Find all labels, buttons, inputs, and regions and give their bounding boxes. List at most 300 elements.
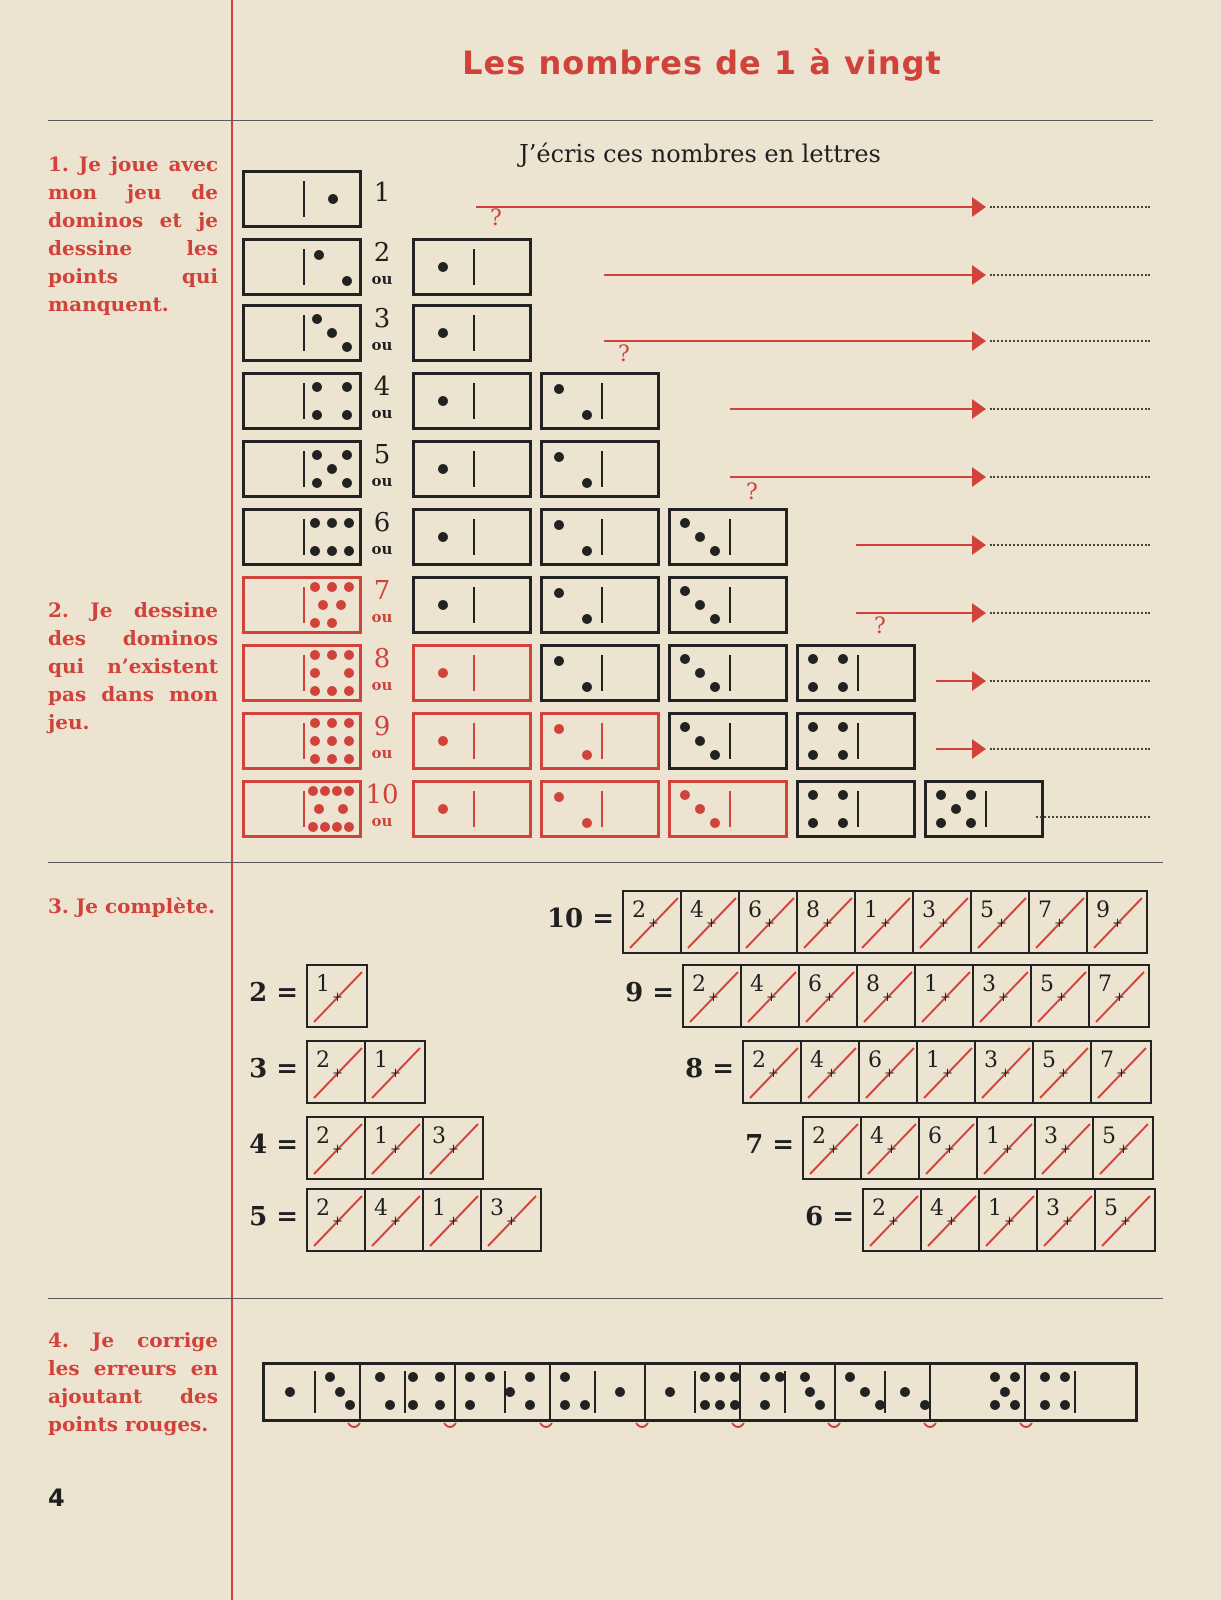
domino-divider [729, 655, 731, 691]
equation-cell[interactable] [744, 1042, 802, 1102]
cell-value: 1 [374, 1048, 388, 1073]
cell-value: 5 [1104, 1196, 1118, 1221]
domino-pip [344, 686, 354, 696]
equation-cell[interactable] [856, 892, 914, 952]
domino-pip [332, 822, 342, 832]
domino-pip [936, 790, 946, 800]
domino-pip [838, 790, 848, 800]
equation-cell[interactable] [978, 1118, 1036, 1178]
domino-2 [242, 238, 362, 296]
arrow-line [936, 680, 976, 682]
plus-sign: + [884, 1066, 895, 1081]
ou-label: ou [371, 676, 393, 694]
domino-divider [473, 791, 475, 827]
domino-8-alt-4 [796, 644, 916, 702]
answer-line[interactable] [990, 612, 1150, 614]
plus-sign: + [332, 1214, 343, 1229]
equation-cells [862, 1188, 1156, 1252]
equation-cell[interactable] [366, 1118, 424, 1178]
strip-correction-marks [340, 1420, 1120, 1434]
domino-divider [303, 655, 305, 691]
equation-cell[interactable] [308, 1190, 366, 1250]
domino-pip [328, 194, 338, 204]
cell-value: 5 [1042, 1048, 1056, 1073]
equation-cells [306, 1188, 542, 1252]
domino-divider [473, 519, 475, 555]
equation-cell[interactable] [624, 892, 682, 952]
answer-line[interactable] [990, 544, 1150, 546]
domino-pip [312, 410, 322, 420]
domino-pip [310, 686, 320, 696]
margin-rule [231, 0, 233, 1600]
domino-pip [695, 532, 705, 542]
domino-pip [808, 722, 818, 732]
domino-7-alt-1 [412, 576, 532, 634]
cell-value: 3 [432, 1124, 446, 1149]
equation-cell[interactable] [802, 1042, 860, 1102]
domino-pip [327, 582, 337, 592]
domino-10-alt-1 [412, 780, 532, 838]
plus-sign: + [826, 1066, 837, 1081]
domino-1 [242, 170, 362, 228]
domino-pip [308, 822, 318, 832]
equation-cell[interactable] [974, 966, 1032, 1026]
domino-4-alt-2 [540, 372, 660, 430]
cell-value: 1 [374, 1124, 388, 1149]
question-mark: ? [874, 614, 886, 639]
cell-value: 3 [490, 1196, 504, 1221]
cell-value: 5 [980, 898, 994, 923]
domino-2-alt-1 [412, 238, 532, 296]
cell-value: 1 [864, 898, 878, 923]
domino-10-alt-3 [668, 780, 788, 838]
question-mark: ? [618, 342, 630, 367]
equation-cell[interactable] [308, 966, 366, 1026]
equation-cell[interactable] [972, 892, 1030, 952]
plus-sign: + [332, 990, 343, 1005]
cell-value: 5 [1040, 972, 1054, 997]
cell-value: 7 [1098, 972, 1112, 997]
domino-pip [438, 262, 448, 272]
domino-pip [808, 682, 818, 692]
page-title: Les nombres de 1 à vingt [462, 44, 942, 82]
equation-cell[interactable] [922, 1190, 980, 1250]
arrow-line [604, 340, 976, 342]
plus-sign: + [1002, 1142, 1013, 1157]
equation-cell[interactable] [916, 966, 974, 1026]
domino-pip [318, 600, 328, 610]
domino-pip [582, 410, 592, 420]
domino-divider [473, 723, 475, 759]
plus-sign: + [942, 1066, 953, 1081]
plus-sign: + [946, 1214, 957, 1229]
plus-sign: + [1054, 916, 1065, 931]
cell-value: 2 [752, 1048, 766, 1073]
domino-10 [242, 780, 362, 838]
arrow-head-icon [972, 197, 986, 217]
arrow-head-icon [972, 265, 986, 285]
domino-pip [438, 396, 448, 406]
plus-sign: + [822, 916, 833, 931]
equation-cell[interactable] [918, 1042, 976, 1102]
cell-value: 2 [692, 972, 706, 997]
arrow-line [476, 206, 976, 208]
ou-label: ou [371, 336, 393, 354]
cell-value: 2 [872, 1196, 886, 1221]
equation-cell[interactable] [1094, 1118, 1152, 1178]
equation-label: 10 = [546, 904, 614, 934]
answer-line[interactable] [1036, 816, 1150, 818]
domino-divider [857, 791, 859, 827]
equation-cell[interactable] [684, 966, 742, 1026]
arrow-head-icon [972, 331, 986, 351]
domino-pip [342, 478, 352, 488]
domino-pip [680, 586, 690, 596]
equation-cell[interactable] [424, 1118, 482, 1178]
domino-pip [438, 532, 448, 542]
plus-sign: + [448, 1142, 459, 1157]
equation-cell[interactable] [858, 966, 916, 1026]
domino-divider [601, 383, 603, 419]
equation-cells [306, 1116, 484, 1180]
domino-pip [808, 654, 818, 664]
cell-value: 7 [1038, 898, 1052, 923]
cell-value: 2 [812, 1124, 826, 1149]
cell-value: 1 [432, 1196, 446, 1221]
domino-pip [338, 804, 348, 814]
domino-8-alt-3 [668, 644, 788, 702]
ou-label: ou [371, 404, 393, 422]
question-mark: ? [490, 206, 502, 231]
domino-10-alt-4 [796, 780, 916, 838]
domino-8-alt-1 [412, 644, 532, 702]
domino-pip [344, 650, 354, 660]
domino-pip [312, 314, 322, 324]
domino-pip [554, 384, 564, 394]
domino-number: 8 [373, 644, 391, 674]
domino-pip [310, 754, 320, 764]
plus-sign: + [648, 916, 659, 931]
plus-sign: + [1120, 1214, 1131, 1229]
domino-pip [554, 452, 564, 462]
domino-pip [582, 614, 592, 624]
equation-cell[interactable] [366, 1190, 424, 1250]
domino-pip [327, 546, 337, 556]
domino-pip [710, 546, 720, 556]
domino-8-alt-2 [540, 644, 660, 702]
equation-label: 6 = [805, 1202, 854, 1232]
plus-sign: + [332, 1142, 343, 1157]
domino-pip [344, 786, 354, 796]
domino-7 [242, 576, 362, 634]
cell-value: 4 [930, 1196, 944, 1221]
domino-divider [473, 315, 475, 351]
domino-pip [438, 736, 448, 746]
plus-sign: + [888, 1214, 899, 1229]
answer-line[interactable] [990, 476, 1150, 478]
domino-divider [473, 587, 475, 623]
domino-7-alt-2 [540, 576, 660, 634]
plus-sign: + [944, 1142, 955, 1157]
domino-divider [303, 181, 305, 217]
plus-sign: + [824, 990, 835, 1005]
domino-pip [310, 668, 320, 678]
domino-pip [838, 750, 848, 760]
domino-9-alt-4 [796, 712, 916, 770]
domino-7-alt-3 [668, 576, 788, 634]
domino-number: 3 [373, 304, 391, 334]
plus-sign: + [332, 1066, 343, 1081]
domino-number: 5 [373, 440, 391, 470]
equation-cell[interactable] [860, 1042, 918, 1102]
equation-cell[interactable] [914, 892, 972, 952]
equation-cell[interactable] [864, 1190, 922, 1250]
domino-pip [336, 600, 346, 610]
answer-line[interactable] [990, 340, 1150, 342]
answer-line[interactable] [990, 206, 1150, 208]
ou-label: ou [371, 744, 393, 762]
plus-sign: + [506, 1214, 517, 1229]
plus-sign: + [1116, 1066, 1127, 1081]
equation-cell[interactable] [800, 966, 858, 1026]
cell-value: 3 [922, 898, 936, 923]
domino-5 [242, 440, 362, 498]
instruction-4: 4. Je corrige les erreurs en ajoutant des points rouges. [48, 1328, 218, 1436]
domino-pip [438, 464, 448, 474]
cell-value: 8 [866, 972, 880, 997]
equation-cell[interactable] [980, 1190, 1038, 1250]
equation-cell[interactable] [424, 1190, 482, 1250]
domino-6-alt-1 [412, 508, 532, 566]
plus-sign: + [940, 990, 951, 1005]
domino-pip [344, 718, 354, 728]
domino-pip [808, 790, 818, 800]
answer-line[interactable] [990, 748, 1150, 750]
domino-divider [857, 723, 859, 759]
domino-pip [951, 804, 961, 814]
equation-cell[interactable] [740, 892, 798, 952]
domino-pip [310, 582, 320, 592]
cell-value: 3 [982, 972, 996, 997]
answer-line[interactable] [990, 680, 1150, 682]
domino-pip [582, 750, 592, 760]
cell-value: 6 [808, 972, 822, 997]
domino-pip [710, 750, 720, 760]
domino-pip [342, 342, 352, 352]
equation-cell[interactable] [804, 1118, 862, 1178]
equation-cell[interactable] [1038, 1190, 1096, 1250]
equation-cell[interactable] [742, 966, 800, 1026]
arrow-line [730, 408, 976, 410]
plus-sign: + [1118, 1142, 1129, 1157]
equation-cells [742, 1040, 1152, 1104]
cell-value: 5 [1102, 1124, 1116, 1149]
plus-sign: + [1056, 990, 1067, 1005]
plus-sign: + [1112, 916, 1123, 931]
domino-pip [314, 250, 324, 260]
equation-cells [622, 890, 1148, 954]
cell-value: 4 [374, 1196, 388, 1221]
domino-pip [310, 718, 320, 728]
domino-divider [473, 249, 475, 285]
arrow-head-icon [972, 603, 986, 623]
equation-cell[interactable] [308, 1118, 366, 1178]
cell-value: 3 [1046, 1196, 1060, 1221]
equation-label: 9 = [625, 978, 674, 1008]
domino-divider [303, 315, 305, 351]
domino-9-alt-2 [540, 712, 660, 770]
arrow-head-icon [972, 739, 986, 759]
equation-cell[interactable] [1088, 892, 1146, 952]
domino-pip [344, 582, 354, 592]
cell-value: 1 [924, 972, 938, 997]
equation-cell[interactable] [366, 1042, 424, 1102]
domino-divider [985, 791, 987, 827]
divider-section-4 [48, 1298, 1163, 1299]
domino-pip [342, 450, 352, 460]
domino-pip [327, 718, 337, 728]
ou-label: ou [371, 270, 393, 288]
equation-label: 5 = [249, 1202, 298, 1232]
domino-divider [473, 655, 475, 691]
plus-sign: + [390, 1142, 401, 1157]
equation-cell[interactable] [862, 1118, 920, 1178]
domino-pip [327, 464, 337, 474]
equation-cell[interactable] [682, 892, 740, 952]
domino-number: 4 [373, 372, 391, 402]
equation-cell[interactable] [1034, 1042, 1092, 1102]
plus-sign: + [1062, 1214, 1073, 1229]
domino-pip [710, 614, 720, 624]
domino-pip [327, 686, 337, 696]
domino-10-alt-2 [540, 780, 660, 838]
equation-cell[interactable] [1090, 966, 1148, 1026]
domino-pip [554, 588, 564, 598]
domino-3-alt-1 [412, 304, 532, 362]
domino-divider [473, 383, 475, 419]
domino-divider [601, 451, 603, 487]
equation-cell[interactable] [798, 892, 856, 952]
ou-label: ou [371, 472, 393, 490]
cell-value: 7 [1100, 1048, 1114, 1073]
cell-value: 6 [748, 898, 762, 923]
plus-sign: + [880, 916, 891, 931]
answer-line[interactable] [990, 408, 1150, 410]
equation-cell[interactable] [1036, 1118, 1094, 1178]
equation-cell[interactable] [920, 1118, 978, 1178]
equation-cell[interactable] [308, 1042, 366, 1102]
equation-cell[interactable] [1032, 966, 1090, 1026]
domino-divider [729, 587, 731, 623]
plus-sign: + [764, 916, 775, 931]
instruction-2: 2. Je dessine des dominos qui n’existent pas dans mon jeu. [48, 598, 218, 734]
domino-4 [242, 372, 362, 430]
cell-value: 8 [806, 898, 820, 923]
domino-pip [327, 518, 337, 528]
equation-cell[interactable] [1096, 1190, 1154, 1250]
domino-pip [327, 618, 337, 628]
domino-number: 9 [373, 712, 391, 742]
subtitle: J’écris ces nombres en lettres [519, 140, 881, 168]
equation-label: 4 = [249, 1130, 298, 1160]
plus-sign: + [996, 916, 1007, 931]
cell-value: 2 [316, 1196, 330, 1221]
arrow-line [856, 544, 976, 546]
domino-divider [303, 587, 305, 623]
domino-divider [601, 791, 603, 827]
domino-pip [680, 518, 690, 528]
cell-value: 2 [316, 1124, 330, 1149]
domino-divider [303, 519, 305, 555]
arrow-line [730, 476, 976, 478]
domino-strip [262, 1362, 1138, 1422]
cell-value: 4 [690, 898, 704, 923]
divider-section-3 [48, 862, 1163, 863]
plus-sign: + [938, 916, 949, 931]
domino-6 [242, 508, 362, 566]
cell-value: 1 [316, 972, 330, 997]
domino-pip [695, 668, 705, 678]
answer-line[interactable] [990, 274, 1150, 276]
domino-pip [310, 618, 320, 628]
cell-value: 1 [986, 1124, 1000, 1149]
domino-pip [808, 750, 818, 760]
domino-number: 1 [373, 178, 391, 208]
ou-label: ou [371, 540, 393, 558]
domino-pip [680, 654, 690, 664]
domino-pip [554, 724, 564, 734]
domino-pip [680, 722, 690, 732]
cell-value: 3 [984, 1048, 998, 1073]
domino-divider [473, 451, 475, 487]
arrow-head-icon [972, 399, 986, 419]
domino-pip [344, 822, 354, 832]
domino-divider [303, 249, 305, 285]
plus-sign: + [1004, 1214, 1015, 1229]
domino-pip [838, 654, 848, 664]
domino-pip [438, 600, 448, 610]
arrow-head-icon [972, 671, 986, 691]
domino-9-alt-1 [412, 712, 532, 770]
domino-pip [966, 790, 976, 800]
domino-pip [310, 736, 320, 746]
instruction-3: 3. Je complète. [48, 894, 215, 918]
equation-cell[interactable] [1092, 1042, 1150, 1102]
plus-sign: + [390, 1214, 401, 1229]
domino-divider [601, 655, 603, 691]
domino-divider [303, 723, 305, 759]
equation-label: 8 = [685, 1054, 734, 1084]
equation-cell[interactable] [1030, 892, 1088, 952]
domino-number: 6 [373, 508, 391, 538]
domino-pip [936, 818, 946, 828]
equation-cell[interactable] [482, 1190, 540, 1250]
plus-sign: + [886, 1142, 897, 1157]
domino-9 [242, 712, 362, 770]
domino-pip [312, 450, 322, 460]
domino-divider [729, 723, 731, 759]
plus-sign: + [1000, 1066, 1011, 1081]
domino-divider [857, 655, 859, 691]
domino-6-alt-2 [540, 508, 660, 566]
domino-pip [554, 792, 564, 802]
domino-divider [303, 383, 305, 419]
cell-value: 6 [868, 1048, 882, 1073]
domino-divider [601, 587, 603, 623]
equation-cell[interactable] [976, 1042, 1034, 1102]
domino-pip [710, 682, 720, 692]
domino-pip [344, 736, 354, 746]
